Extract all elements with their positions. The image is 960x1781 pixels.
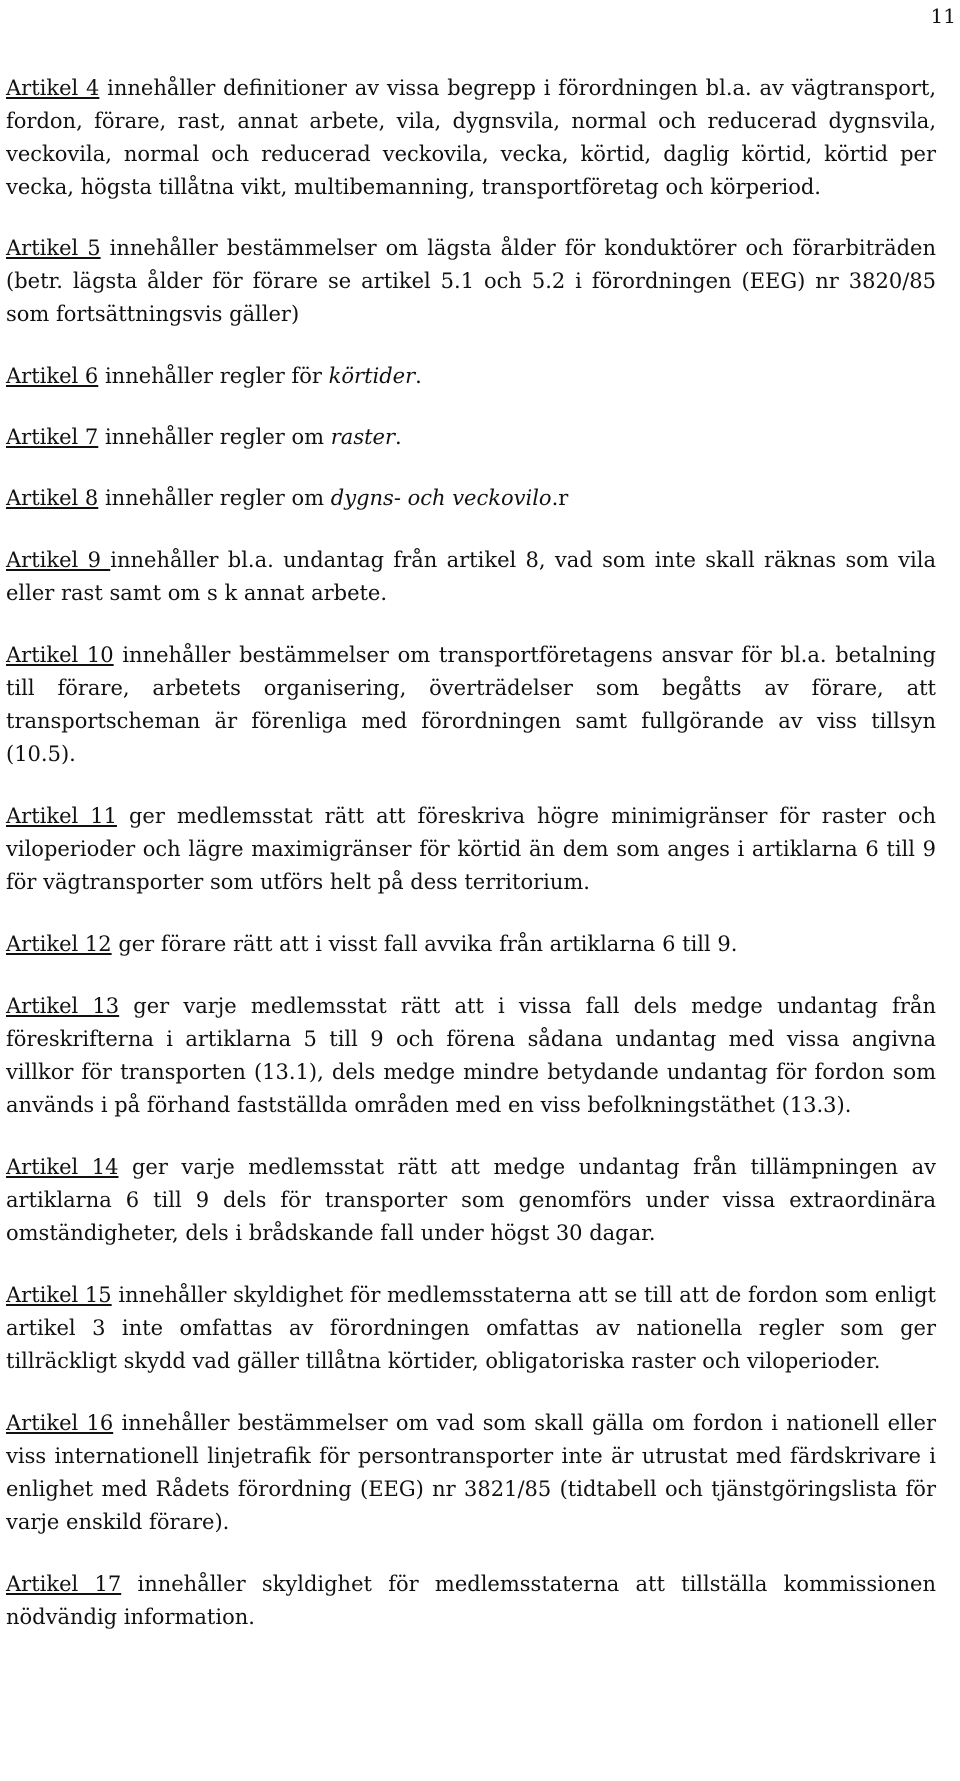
artikel-5-link[interactable]: Artikel 5 [6,236,101,260]
artikel-7-link[interactable]: Artikel 7 [6,425,99,449]
artikel-16-link[interactable]: Artikel 16 [6,1411,114,1435]
paragraph-text: innehåller bestämmelser om transportföretagens ansvar för bl.a. betalning till förare, arbetets organisering, överträdelser som begåtts av förare, att transportscheman är förenliga med förordningen samt fullgörande av viss tillsyn (10.5). [6,643,936,766]
page-number: 11 [930,4,956,28]
paragraph-text: ger förare rätt att i visst fall avvika från artiklarna 6 till 9. [111,932,738,956]
paragraph-text: innehåller regler om [98,425,331,449]
paragraph-text: ger medlemsstat rätt att föreskriva högre minimigränser för raster och viloperioder och lägre maximigränser för körtid än dem som anges i artiklarna 6 till 9 för vägtransporter som utförs helt på dess territorium. [6,804,936,894]
paragraph-artikel-4 [6,72,936,204]
paragraph-tail: .r [551,486,569,510]
paragraph-text: innehåller bestämmelser om lägsta ålder för konduktörer och förarbiträden (betr. lägsta ålder för förare se artikel 5.1 och 5.2 i förordningen (EEG) nr 3820/85 som fortsättningsvis gäller) [6,236,937,326]
paragraph-text: ger varje medlemsstat rätt att i vissa fall dels medge undantag från föreskrifterna i artiklarna 5 till 9 och förena sådana undantag med vissa angivna villkor för transporten (13.1), dels medge mindre betydande undantag för fordon som används i på förhand fastställda områden med en viss befolkningstäthet (13.3). [6,994,936,1117]
artikel-13-link[interactable]: Artikel 13 [6,994,120,1018]
paragraph-text: innehåller skyldighet för medlemsstaterna att se till att de fordon som enligt artikel 3 inte omfattas av förordningen omfattas av nationella regler som ger tillräckligt skydd vad gäller tillåtna körtider, obligatoriska raster och viloperioder. [6,1283,936,1373]
paragraph-artikel-11 [6,800,936,899]
paragraph-artikel-6 [6,360,936,393]
artikel-15-link[interactable]: Artikel 15 [6,1283,112,1307]
paragraph-text: innehåller bl.a. undantag från artikel 8, vad som inte skall räknas som vila eller rast samt om s k annat arbete. [6,548,936,605]
italic-term: körtider [328,364,416,388]
paragraph-artikel-17 [6,1568,936,1634]
artikel-14-link[interactable]: Artikel 14 [6,1155,119,1179]
paragraph-text: ger varje medlemsstat rätt att medge undantag från tillämpningen av artiklarna 6 till 9 dels för transporter som genomförs under vissa extraordinära omständigheter, dels i brådskande fall under högst 30 dagar. [6,1155,936,1245]
artikel-8-link[interactable]: Artikel 8 [6,486,99,510]
artikel-10-link[interactable]: Artikel 10 [6,643,114,667]
paragraph-text: innehåller regler för [98,364,329,388]
paragraph-artikel-5 [6,232,936,331]
italic-term: dygns- och veckovilo [330,486,552,510]
artikel-9-link[interactable]: Artikel 9 [6,548,111,572]
paragraph-artikel-9 [6,544,936,610]
artikel-6-link[interactable]: Artikel 6 [6,364,99,388]
document-body [6,72,936,1634]
paragraph-artikel-16 [6,1407,936,1539]
paragraph-tail: . [395,425,402,449]
paragraph-tail: . [415,364,422,388]
paragraph-artikel-14 [6,1151,936,1250]
paragraph-text: innehåller regler om [98,486,331,510]
paragraph-text: innehåller definitioner av vissa begrepp i förordningen bl.a. av vägtransport, fordon, förare, rast, annat arbete, vila, dygnsvila, normal och reducerad dygnsvila, veckovila, normal och reducerad veckovila, vecka, körtid, daglig körtid, körtid per vecka, högsta tillåtna vikt, multibemanning, transportföretag och körperiod. [6,76,936,199]
paragraph-artikel-8 [6,482,936,515]
paragraph-text: innehåller skyldighet för medlemsstaterna att tillställa kommissionen nödvändig information. [6,1572,936,1629]
artikel-17-link[interactable]: Artikel 17 [6,1572,122,1596]
italic-term: raster [330,425,396,449]
paragraph-artikel-7 [6,421,936,454]
paragraph-artikel-12 [6,928,936,961]
artikel-12-link[interactable]: Artikel 12 [6,932,112,956]
paragraph-artikel-15 [6,1279,936,1378]
artikel-11-link[interactable]: Artikel 11 [6,804,117,828]
paragraph-artikel-10 [6,639,936,771]
artikel-4-link[interactable]: Artikel 4 [6,76,100,100]
paragraph-artikel-13 [6,990,936,1122]
paragraph-text: innehåller bestämmelser om vad som skall gälla om fordon i nationell eller viss internationell linjetrafik för persontransporter inte är utrustat med färdskrivare i enlighet med Rådets förordning (EEG) nr 3821/85 (tidtabell och tjänstgöringslista för varje enskild förare). [6,1411,936,1534]
